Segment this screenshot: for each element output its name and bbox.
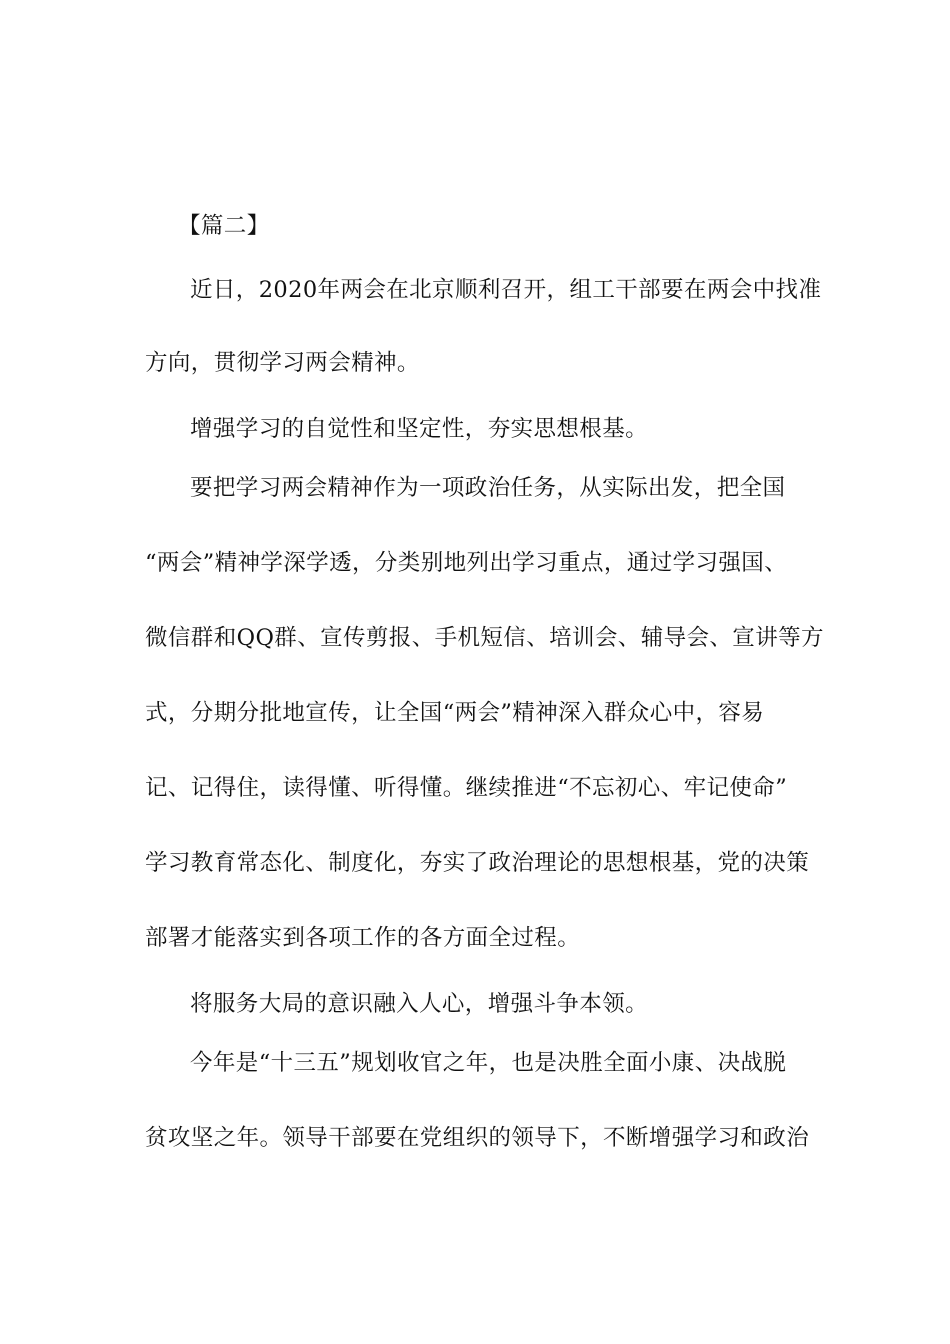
paragraph-line: 将服务大局的意识融入人心，增强斗争本领。 [190, 991, 649, 1017]
paragraph-line: 微信群和QQ群、宣传剪报、手机短信、培训会、辅导会、宣讲等方 [145, 625, 824, 651]
paragraph-line: 要把学习两会精神作为一项政治任务，从实际出发，把全国 [190, 475, 786, 501]
paragraph-line: 增强学习的自觉性和坚定性，夯实思想根基。 [190, 416, 649, 442]
paragraph-line: 学习教育常态化、制度化，夯实了政治理论的思想根基，党的决策 [145, 850, 810, 876]
paragraph-line: 部署才能落实到各项工作的各方面全过程。 [145, 925, 581, 951]
paragraph-line: 式，分期分批地宣传，让全国“两会”精神深入群众心中，容易 [145, 700, 765, 726]
paragraph-line: 记、记得住，读得懂、听得懂。继续推进“不忘初心、牢记使命” [145, 775, 788, 801]
section-heading: 【篇二】 [178, 213, 270, 239]
paragraph-line: “两会”精神学深学透，分类别地列出学习重点，通过学习强国、 [145, 550, 788, 576]
paragraph-line: 贫攻坚之年。领导干部要在党组织的领导下，不断增强学习和政治 [145, 1125, 810, 1151]
paragraph-line: 近日，2020年两会在北京顺利召开，组工干部要在两会中找准 [190, 277, 822, 303]
paragraph-line: 今年是“十三五”规划收官之年，也是决胜全面小康、决战脱 [190, 1050, 787, 1076]
paragraph-line: 方向，贯彻学习两会精神。 [145, 350, 420, 376]
